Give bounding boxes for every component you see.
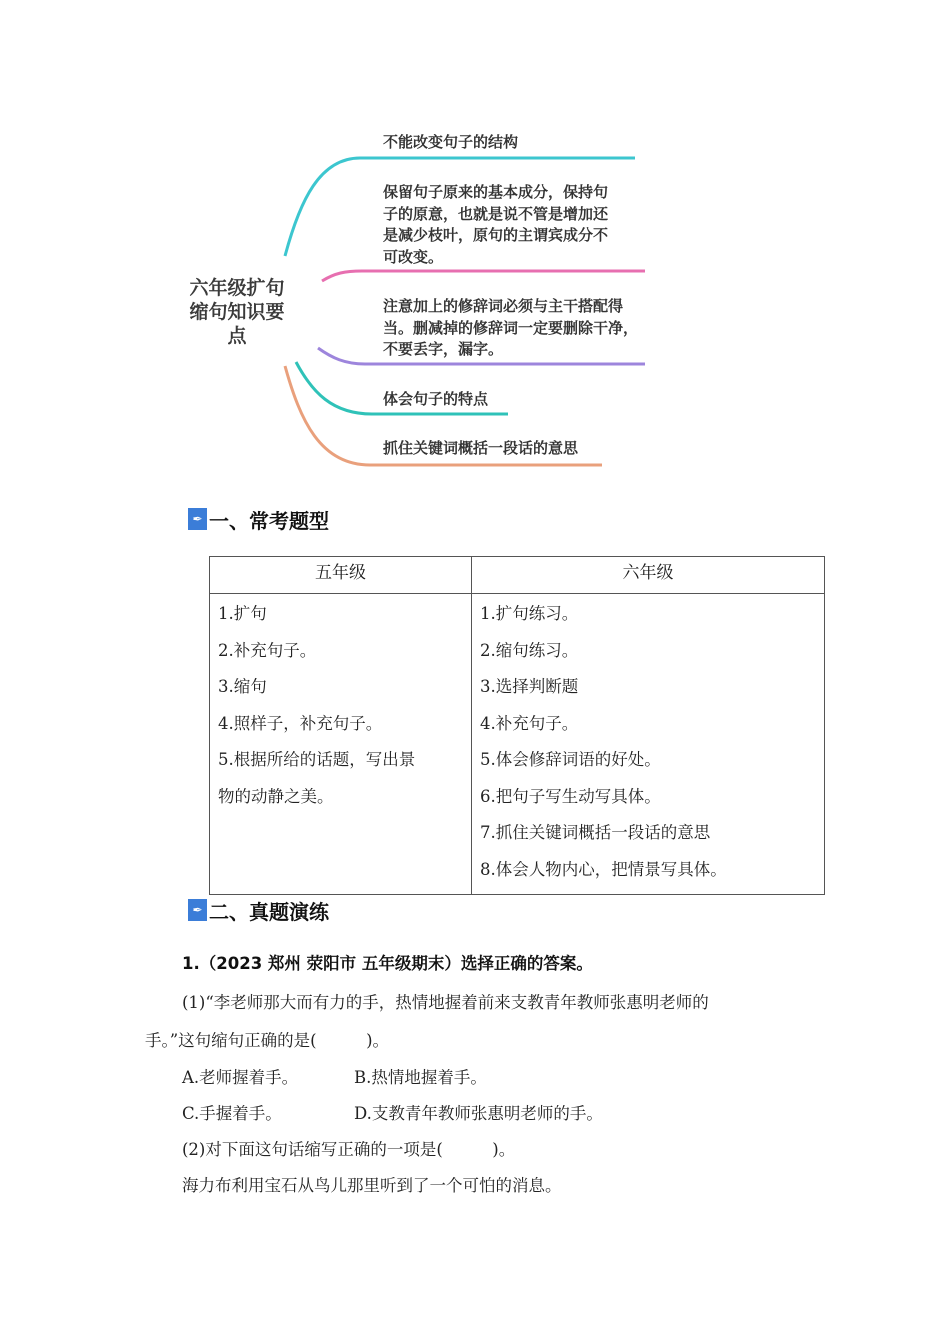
branch-4-label: 体会句子的特点: [383, 390, 489, 408]
section-heading-1: [188, 506, 329, 532]
root-line: 缩句知识要: [189, 301, 285, 323]
list-item: 4.补充句子。: [480, 713, 579, 733]
grade6-cell: [472, 594, 825, 895]
section-heading-2: [188, 897, 329, 923]
branch-2-label: [383, 182, 608, 268]
grade5-cell: [210, 594, 472, 895]
branch-2-connector: [322, 271, 645, 281]
branch-2-line: 是减少枝叶，原句的主谓宾成分不: [383, 226, 609, 244]
list-item: 5.根据所给的话题，写出景: [218, 750, 416, 769]
root-line: 点: [227, 325, 247, 347]
pen-icon: ✒: [188, 899, 207, 921]
option-b: B.热情地握着手。: [354, 1068, 487, 1087]
list-item: 1.扩句: [218, 604, 267, 623]
list-item: 2.补充句子。: [218, 640, 317, 660]
section-title: 二、真题演练: [209, 899, 329, 924]
table-header-row: [210, 557, 825, 594]
table-row: [210, 594, 825, 895]
list-item: 5.体会修辞词语的好处。: [480, 750, 661, 769]
option-d: D.支教青年教师张惠明老师的手。: [354, 1104, 603, 1123]
list-item: 3.缩句: [218, 677, 267, 696]
option-c: C.手握着手。: [182, 1104, 282, 1123]
branch-5-label: 抓住关键词概括一段话的意思: [383, 439, 579, 457]
sub-question-2: (2)对下面这句话缩写正确的一项是( )。: [182, 1140, 516, 1159]
table-header: 五年级: [210, 557, 472, 594]
list-item: 2.缩句练习。: [480, 640, 579, 660]
sub-question-1-line-1: (1)“李老师那大而有力的手，热情地握着前来支教青年教师张惠明老师的: [182, 993, 709, 1012]
table-header: 六年级: [472, 557, 825, 594]
sub-question-1-line-2: 手。”这句缩句正确的是( )。: [145, 1031, 390, 1050]
branch-3-label: [383, 296, 638, 361]
branch-1-label: 不能改变句子的结构: [383, 133, 519, 151]
list-item: 物的动静之美。: [218, 786, 334, 806]
root-line: 六年级扩句: [189, 277, 285, 299]
branch-3-line: 不要丢字，漏字。: [383, 340, 504, 358]
list-item: 7.抓住关键词概括一段话的意思: [480, 823, 711, 842]
question-title: 1.（2023 郑州 荥阳市 五年级期末）选择正确的答案。: [182, 954, 593, 973]
question-type-table: [209, 556, 825, 895]
list-item: 3.选择判断题: [480, 677, 579, 696]
branch-3-line: 注意加上的修辞词必须与主干搭配得: [383, 297, 624, 315]
mind-map: [0, 0, 950, 500]
branch-2-line: 子的原意，也就是说不管是增加还: [383, 204, 609, 223]
list-item: 8.体会人物内心，把情景写具体。: [480, 859, 727, 879]
list-item: 1.扩句练习。: [480, 604, 579, 623]
pen-icon: ✒: [188, 508, 207, 530]
mind-map-root: [180, 276, 294, 348]
option-a: A.老师握着手。: [182, 1068, 299, 1087]
list-item: 6.把句子写生动写具体。: [480, 786, 661, 806]
list-item: 4.照样子，补充句子。: [218, 713, 383, 733]
branch-3-line: 当。删减掉的修辞词一定要删除干净，: [383, 318, 639, 337]
branch-2-line: 保留句子原来的基本成分，保持句: [383, 183, 609, 201]
section-title: 一、常考题型: [209, 508, 329, 533]
branch-2-line: 可改变。: [383, 247, 444, 266]
sub-question-2-sentence: 海力布利用宝石从鸟儿那里听到了一个可怕的消息。: [182, 1176, 562, 1195]
